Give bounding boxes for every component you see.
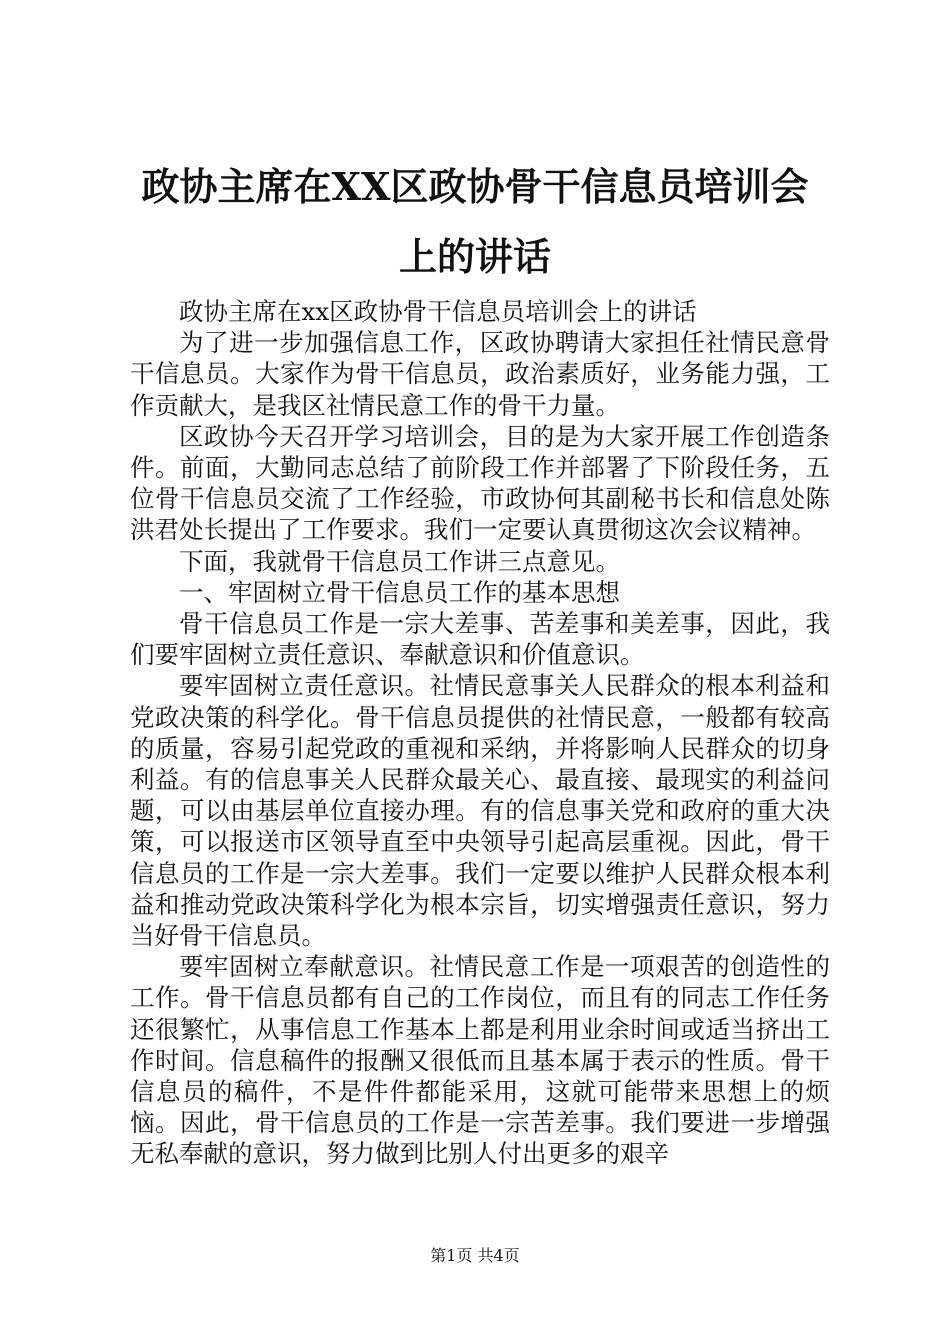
- document-title: 政协主席在XX区政协骨干信息员培训会上的讲话: [141, 164, 809, 279]
- page-footer: 第1页 共4页: [430, 1246, 520, 1265]
- paragraph: 要牢固树立奉献意识。社情民意工作是一项艰苦的创造性的工作。骨干信息员都有自己的工作岗位，而且有的同志工作任务还很繁忙，从事信息工作基本上都是利用业余时间或适当挤出工作时间。信息稿件的报酬又很低而且基本属于表示的性质。骨干信息员的稿件，不是件件都能采用，这就可能带来思想上的烦恼。因此，骨干信息员的工作是一宗苦差事。我们要进一步增强无私奉献的意识，努力做到比别人付出更多的艰辛: [130, 952, 830, 1169]
- paragraph: 要牢固树立责任意识。社情民意事关人民群众的根本利益和党政决策的科学化。骨干信息员提供的社情民意，一般都有较高的质量，容易引起党政的重视和采纳，并将影响人民群众的切身利益。有的信息事关人民群众最关心、最直接、最现实的利益问题，可以由基层单位直接办理。有的信息事关党和政府的重大决策，可以报送市区领导直至中央领导引起高层重视。因此，骨干信息员的工作是一宗大差事。我们一定要以维护人民群众根本利益和推动党政决策科学化为根本宗旨，切实增强责任意识，努力当好骨干信息员。: [130, 671, 830, 951]
- paragraph: 区政协今天召开学习培训会，目的是为大家开展工作创造条件。前面，大勤同志总结了前阶段工作并部署了下阶段任务，五位骨干信息员交流了工作经验，市政协何其副秘书长和信息处陈洪君处长提出了工作要求。我们一定要认真贯彻这次会议精神。: [130, 421, 830, 545]
- paragraph: 为了进一步加强信息工作，区政协聘请大家担任社情民意骨干信息员。大家作为骨干信息员，政治素质好，业务能力强，工作贡献大，是我区社情民意工作的骨干力量。: [130, 328, 830, 420]
- paragraph: 政协主席在xx区政协骨干信息员培训会上的讲话: [179, 297, 697, 326]
- document-body: [130, 296, 830, 1170]
- paragraph: 下面，我就骨干信息员工作讲三点意见。: [179, 546, 620, 576]
- paragraph: 骨干信息员工作是一宗大差事、苦差事和美差事，因此，我们要牢固树立责任意识、奉献意识和价值意识。: [130, 609, 830, 670]
- section-heading: 一、牢固树立骨干信息员工作的基本思想: [179, 577, 620, 607]
